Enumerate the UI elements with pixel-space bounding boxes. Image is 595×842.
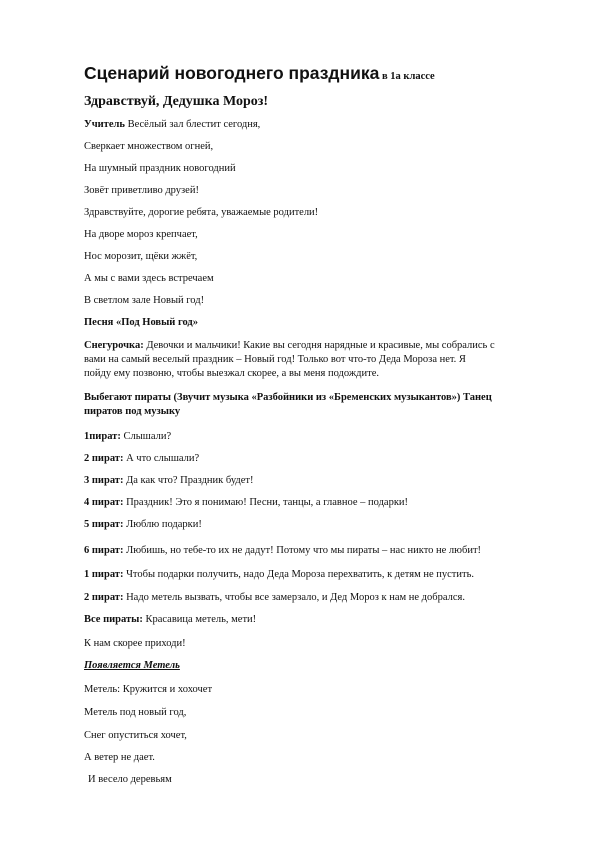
speaker-label: 2 пират: xyxy=(84,592,124,603)
verse-line: На шумный праздник новогодний xyxy=(84,163,236,174)
stage-direction: Появляется Метель xyxy=(84,660,180,671)
verse-line: Зовёт приветливо друзей! xyxy=(84,185,199,196)
speaker-label: Учитель xyxy=(84,119,125,130)
speech-text: Праздник! Это я понимаю! Песни, танцы, а главное – подарки! xyxy=(126,497,409,508)
speech-line xyxy=(84,544,481,558)
speech-text: Кружится и хохочет xyxy=(122,684,213,695)
text-line: пойду ему позвоню, чтобы выезжал скорее, а вы меня подождите. xyxy=(84,368,379,379)
speaker-label: Снегурочка: xyxy=(84,340,144,351)
speech-line xyxy=(84,474,254,488)
speaker-label: 3 пират: xyxy=(84,475,124,486)
text-line: Здравствуйте, дорогие ребята, уважаемые родители! xyxy=(84,207,319,218)
song-heading: Песня «Под Новый год» xyxy=(84,317,198,328)
speech-line xyxy=(84,452,199,466)
speaker-label: 1 пират: xyxy=(84,569,124,580)
speaker-label: 4 пират: xyxy=(84,497,124,508)
stage-direction: пиратов под музыку xyxy=(84,406,181,417)
verse-line: А мы с вами здесь встречаем xyxy=(84,273,214,284)
verse-line: Нос морозит, щёки жжёт, xyxy=(84,251,198,262)
speech-text: Любишь, но тебе-то их не дадут! Потому что мы пираты – нас никто не любит! xyxy=(126,545,482,556)
speech-text: Да как что? Праздник будет! xyxy=(126,475,254,486)
speaker-label: Метель: xyxy=(84,684,121,695)
speaker-label: 6 пират: xyxy=(84,545,124,556)
speech-line xyxy=(84,568,474,582)
document-subtitle: Здравствуй, Дедушка Мороз! xyxy=(84,94,269,109)
speech-text: Весёлый зал блестит сегодня, xyxy=(127,119,261,130)
speech-line xyxy=(84,118,260,132)
speaker-label: Все пираты: xyxy=(84,614,143,625)
speech-line xyxy=(84,430,171,444)
speaker-label: 5 пират: xyxy=(84,519,124,530)
speech-text: Красавица метель, мети! xyxy=(145,614,257,625)
speaker-label: 1пират: xyxy=(84,431,121,442)
speech-line xyxy=(84,496,408,510)
document-title-suffix: в 1а классе xyxy=(381,71,435,82)
speech-line xyxy=(84,518,202,532)
verse-line: В светлом зале Новый год! xyxy=(84,295,205,306)
verse-line: На дворе мороз крепчает, xyxy=(84,229,198,240)
speaker-label: 2 пират: xyxy=(84,453,124,464)
stage-direction: Выбегают пираты (Звучит музыка «Разбойники из «Бременских музыкантов») Танец xyxy=(84,392,492,403)
speech-line xyxy=(84,683,212,697)
document-title: Сценарий новогоднего праздника xyxy=(84,63,380,83)
speech-text: Люблю подарки! xyxy=(126,519,202,530)
document-title-line xyxy=(84,62,435,88)
speech-text: Девочки и мальчики! Какие вы сегодня нарядные и красивые, мы собрались с xyxy=(146,340,495,351)
verse-line: И весело деревьям xyxy=(88,774,172,785)
speech-line xyxy=(84,339,495,353)
verse-line: К нам скорее приходи! xyxy=(84,638,186,649)
verse-line: А ветер не дает. xyxy=(84,752,155,763)
speech-line xyxy=(84,613,256,627)
speech-line xyxy=(84,591,465,605)
speech-text: Чтобы подарки получить, надо Деда Мороза перехватить, к детям не пустить. xyxy=(126,569,474,580)
verse-line: Снег опуститься хочет, xyxy=(84,730,187,741)
speech-text: А что слышали? xyxy=(126,453,200,464)
speech-text: Надо метель вызвать, чтобы все замерзало, и Дед Мороз к нам не добрался. xyxy=(126,592,465,603)
text-line: вами на самый веселый праздник – Новый год! Только вот что-то Деда Мороза нет. Я xyxy=(84,354,466,365)
verse-line: Сверкает множеством огней, xyxy=(84,141,214,152)
verse-line: Метель под новый год, xyxy=(84,707,187,718)
speech-text: Слышали? xyxy=(123,431,172,442)
